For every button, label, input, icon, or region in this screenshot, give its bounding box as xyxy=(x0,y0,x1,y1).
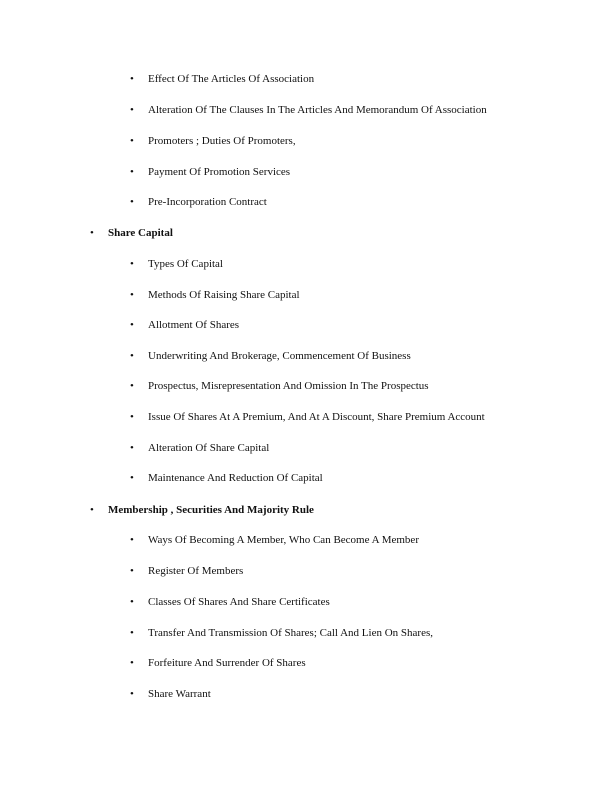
section-heading xyxy=(90,503,314,517)
section-heading-text: Membership , Securities And Majority Rule xyxy=(108,504,314,516)
bullet: • xyxy=(130,627,134,639)
bullet: • xyxy=(130,565,134,577)
list-item-text: Allotment Of Shares xyxy=(148,319,240,331)
section-heading-text: Share Capital xyxy=(108,227,173,239)
list-item-text: Underwriting And Brokerage, Commencement Of Business xyxy=(148,350,411,362)
bullet: • xyxy=(130,289,134,301)
list-item xyxy=(130,257,223,271)
list-item xyxy=(130,134,296,148)
list-item xyxy=(130,288,300,302)
list-item-text: Maintenance And Reduction Of Capital xyxy=(148,472,323,484)
bullet: • xyxy=(130,319,134,331)
bullet: • xyxy=(130,596,134,608)
bullet: • xyxy=(130,411,134,423)
bullet: • xyxy=(130,73,134,85)
bullet: • xyxy=(130,166,134,178)
bullet: • xyxy=(130,534,134,546)
bullet: • xyxy=(90,227,94,239)
bullet: • xyxy=(130,258,134,270)
list-item xyxy=(130,687,211,701)
list-item-text: Prospectus, Misrepresentation And Omission In The Prospectus xyxy=(148,380,429,392)
bullet: • xyxy=(130,104,134,116)
list-item xyxy=(130,379,429,393)
bullet: • xyxy=(130,380,134,392)
list-item xyxy=(130,656,306,670)
list-item-text: Transfer And Transmission Of Shares; Call And Lien On Shares, xyxy=(148,627,433,639)
list-item-text: Share Warrant xyxy=(148,688,211,700)
bullet: • xyxy=(130,196,134,208)
section-heading xyxy=(90,226,173,240)
list-item-text: Alteration Of The Clauses In The Articles And Memorandum Of Association xyxy=(148,104,487,116)
bullet: • xyxy=(130,135,134,147)
list-item xyxy=(130,72,315,86)
list-item-text: Pre-Incorporation Contract xyxy=(148,196,267,208)
list-item xyxy=(130,410,485,424)
list-item xyxy=(130,471,323,485)
list-item xyxy=(130,349,411,363)
bullet: • xyxy=(130,350,134,362)
list-item xyxy=(130,103,487,117)
list-item-text: Payment Of Promotion Services xyxy=(148,166,291,178)
list-item-text: Ways Of Becoming A Member, Who Can Become A Member xyxy=(148,534,419,546)
list-item xyxy=(130,195,267,209)
list-item-text: Issue Of Shares At A Premium, And At A Discount, Share Premium Account xyxy=(148,411,485,423)
list-item xyxy=(130,564,244,578)
list-item-text: Types Of Capital xyxy=(148,258,223,270)
bullet: • xyxy=(130,657,134,669)
list-item-text: Forfeiture And Surrender Of Shares xyxy=(148,657,306,669)
list-item-text: Promoters ; Duties Of Promoters, xyxy=(148,135,296,147)
bullet: • xyxy=(90,504,94,516)
list-item-text: Methods Of Raising Share Capital xyxy=(148,289,300,301)
bullet: • xyxy=(130,442,134,454)
bullet: • xyxy=(130,688,134,700)
list-item xyxy=(130,165,291,179)
list-item-text: Register Of Members xyxy=(148,565,244,577)
list-item xyxy=(130,441,270,455)
list-item-text: Effect Of The Articles Of Association xyxy=(148,73,315,85)
list-item-text: Alteration Of Share Capital xyxy=(148,442,270,454)
list-item xyxy=(130,595,330,609)
list-item-text: Classes Of Shares And Share Certificates xyxy=(148,596,330,608)
list-item xyxy=(130,533,419,547)
bullet: • xyxy=(130,472,134,484)
list-item xyxy=(130,626,433,640)
list-item xyxy=(130,318,240,332)
